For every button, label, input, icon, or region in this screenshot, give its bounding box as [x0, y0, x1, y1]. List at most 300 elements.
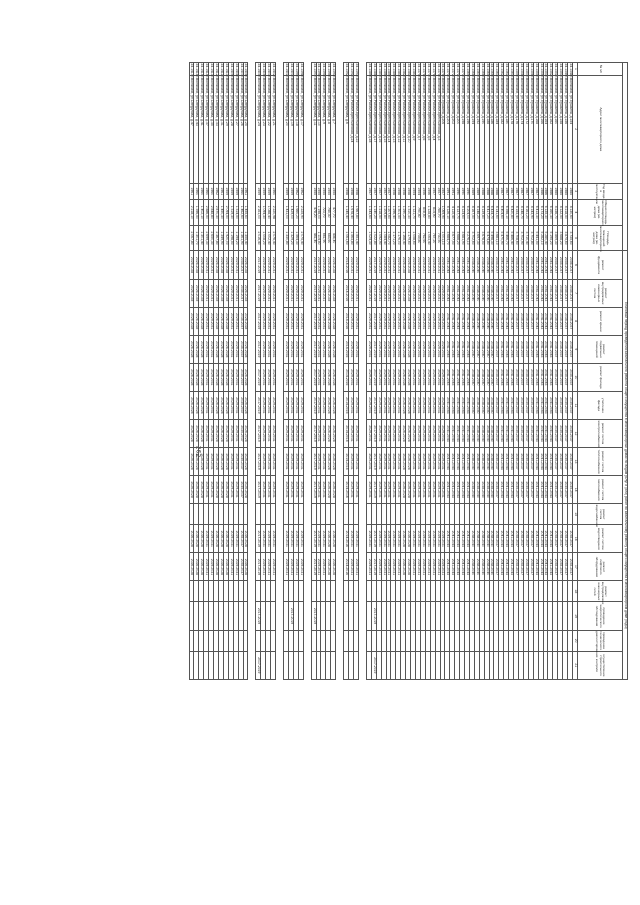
table-cell: 2035-2037 [494, 279, 499, 307]
table-cell: 2026-2028 [406, 307, 411, 335]
table-cell: 2041-2043 [504, 251, 509, 279]
table-cell [543, 504, 548, 525]
table-cell: 2038-2040 [469, 307, 474, 335]
table-cell: 2029-2031 [293, 279, 298, 307]
table-cell: 2035-2037 [514, 525, 519, 553]
table-row [548, 63, 553, 680]
row-number-cell: 34.1394 [327, 63, 332, 76]
table-cell [316, 581, 321, 602]
address-cell: г.Волжский, ул.Свердлова, д.23 [261, 75, 266, 183]
table-cell: 2014-2016 [344, 279, 349, 307]
address-cell: г.Волжский, ул.Пушкина, д.178 [509, 75, 514, 183]
table-cell: 2035-2037 [519, 476, 524, 504]
table-cell [219, 602, 224, 630]
table-cell: 1959 [284, 183, 289, 199]
table-cell: 2029-2031 [298, 553, 303, 581]
table-cell: 2029-2031 [261, 448, 266, 476]
table-cell: 1957 [440, 183, 445, 199]
table-cell: 1958 [406, 183, 411, 199]
table-cell: 2029-2031 [298, 335, 303, 363]
table-cell: 2041-2043 [460, 448, 465, 476]
table-cell: 2029-2031 [266, 363, 271, 391]
table-cell: 1986 [538, 183, 543, 199]
table-cell: 2026-2028 [243, 448, 248, 476]
table-cell [425, 602, 430, 630]
table-cell: 2029-2031 [386, 251, 391, 279]
table-cell [238, 504, 243, 525]
table-cell: 2026-2028 [219, 251, 224, 279]
table-cell: 2029-2031 [420, 419, 425, 447]
table-cell: 2029-2031 [425, 251, 430, 279]
table-cell: 2029-2031 [349, 419, 354, 447]
table-cell: 3 708,60 [514, 225, 519, 251]
table-cell: 2017-2019 [371, 448, 376, 476]
table-cell: 1 179,60 [406, 225, 411, 251]
table-cell: 2029-2031 [288, 335, 293, 363]
table-cell [189, 504, 194, 525]
table-cell: 2029-2031 [354, 335, 359, 363]
table-cell: 3 875,60 [563, 225, 568, 251]
table-cell: 2029-2031 [420, 448, 425, 476]
table-cell [411, 651, 416, 679]
table-row [298, 63, 303, 680]
table-cell: 2041-2043 [548, 307, 553, 335]
address-cell: г.Волжский, ул.Свердлова, д.7 [331, 75, 336, 183]
address-cell: г.Волжский, ул.Пушкина, д.180 [504, 75, 509, 183]
table-cell: 2038-2040 [469, 553, 474, 581]
table-cell: 2029-2031 [440, 448, 445, 476]
table-cell: 436,40 [331, 225, 336, 251]
table-cell: 1959 [228, 183, 233, 199]
table-cell: 2026-2028 [214, 307, 219, 335]
table-cell [543, 602, 548, 630]
table-cell: 2029-2031 [209, 391, 214, 419]
table-row [238, 63, 243, 680]
table-cell [523, 651, 528, 679]
table-cell: 2029-2031 [381, 448, 386, 476]
table-cell [479, 504, 484, 525]
address-cell: г.Волжский, ул.Рабоче-Крестьянская, д.9 [411, 75, 416, 183]
table-cell: 3 697,30 [474, 225, 479, 251]
table-cell: 2041-2043 [445, 419, 450, 447]
table-cell: 2026-2028 [326, 476, 331, 504]
table-cell: 2029-2031 [228, 307, 233, 335]
table-cell [391, 504, 396, 525]
table-cell [440, 630, 445, 651]
table-cell: 2029-2031 [271, 476, 276, 504]
table-cell: 1 310,30 [406, 199, 411, 225]
table-cell: 1 198,50 [228, 225, 233, 251]
table-cell: 2038-2040 [479, 448, 484, 476]
table-cell: 2038-2040 [489, 335, 494, 363]
table-cell: 2035-2037 [528, 448, 533, 476]
table-cell [563, 581, 568, 602]
table-cell: 2014-2016 [344, 251, 349, 279]
table-cell: 1955 [326, 183, 331, 199]
table-cell: 2035-2037 [519, 419, 524, 447]
table-cell: 2029-2031 [420, 335, 425, 363]
table-cell [331, 651, 336, 679]
table-cell: 1957 [381, 183, 386, 199]
table-cell: 2029-2031 [261, 251, 266, 279]
table-cell: 1959 [223, 183, 228, 199]
table-row [479, 63, 484, 680]
table-cell [553, 651, 558, 679]
table-cell: 2026-2028 [194, 419, 199, 447]
table-cell: 2029-2031 [261, 391, 266, 419]
table-cell: 2029-2031 [266, 307, 271, 335]
table-cell: 2029-2031 [284, 251, 289, 279]
table-cell: 2029-2031 [366, 279, 371, 307]
table-cell: 2029-2031 [321, 553, 326, 581]
table-cell: 2038-2040 [479, 391, 484, 419]
table-cell [411, 630, 416, 651]
table-cell [194, 630, 199, 651]
table-cell: 2029-2031 [366, 391, 371, 419]
table-cell: 2017-2019 [256, 363, 261, 391]
table-cell: 2029-2031 [420, 363, 425, 391]
table-cell [256, 630, 261, 651]
table-cell [288, 651, 293, 679]
table-cell [194, 581, 199, 602]
table-row [533, 63, 538, 680]
table-cell: 2029-2031 [391, 251, 396, 279]
table-cell: 2041-2043 [543, 363, 548, 391]
table-cell [455, 504, 460, 525]
table-cell: 2029-2031 [354, 525, 359, 553]
table-cell: 2017-2019 [371, 279, 376, 307]
table-cell: 4 153,40 [514, 199, 519, 225]
table-cell [194, 651, 199, 679]
table-cell [266, 504, 271, 525]
row-number-cell: 34.1349 [564, 63, 569, 76]
table-cell [445, 651, 450, 679]
table-cell: 723,70 [321, 199, 326, 225]
table-cell: 2026-2028 [243, 391, 248, 419]
table-cell: 2017-2019 [311, 307, 316, 335]
table-cell [543, 651, 548, 679]
table-cell: 1960 [204, 183, 209, 199]
table-cell [219, 581, 224, 602]
table-cell [381, 630, 386, 651]
table-cell: 2041-2043 [499, 307, 504, 335]
table-cell [284, 581, 289, 602]
table-cell: 2029-2031 [293, 363, 298, 391]
address-cell: г.Волжский, ул.Свердлова, д.37 [204, 75, 209, 183]
table-cell: 2026-2028 [406, 448, 411, 476]
address-cell: г.Волжский, ул.Свердлова, д.35 [209, 75, 214, 183]
row-number-cell: 34.1386 [382, 63, 387, 76]
table-cell: 2 870,30 [214, 199, 219, 225]
table-cell: 2017-2019 [371, 476, 376, 504]
table-cell: 6 420,80 [509, 199, 514, 225]
table-cell [214, 504, 219, 525]
table-cell [499, 581, 504, 602]
table-cell [494, 630, 499, 651]
table-row [381, 63, 386, 680]
row-number-cell: 34.1357 [524, 63, 529, 76]
table-cell: 2041-2043 [548, 476, 553, 504]
table-cell [538, 504, 543, 525]
table-cell: 2026-2028 [194, 307, 199, 335]
table-cell: 762,60 [420, 225, 425, 251]
table-cell [563, 651, 568, 679]
table-cell: 2 067,80 [189, 225, 194, 251]
table-cell: 2017-2019 [371, 391, 376, 419]
table-cell: 2026-2028 [219, 335, 224, 363]
table-cell: 2035-2037 [514, 448, 519, 476]
table-cell: 1 145,40 [344, 199, 349, 225]
table-cell: 2035-2037 [523, 363, 528, 391]
table-cell: 2029-2031 [425, 307, 430, 335]
table-cell: 2041-2043 [504, 419, 509, 447]
table-cell: 3 735,60 [568, 225, 573, 251]
table-row [194, 63, 199, 680]
table-cell [489, 630, 494, 651]
table-cell: 2026-2028 [331, 307, 336, 335]
table-cell: 2041-2043 [548, 335, 553, 363]
table-cell [514, 581, 519, 602]
address-cell: г.Волжский, ул.Пушкина, д.172 [523, 75, 528, 183]
table-cell: 2041-2043 [465, 335, 470, 363]
table-cell [543, 581, 548, 602]
table-cell: 2026-2028 [406, 279, 411, 307]
table-cell: 2017-2019 [256, 279, 261, 307]
table-cell [425, 651, 430, 679]
table-cell [460, 581, 465, 602]
address-cell: г.Волжский, ул.Пушкина, д.198 [460, 75, 465, 183]
table-cell [189, 581, 194, 602]
table-cell: 2029-2031 [396, 419, 401, 447]
table-cell: 2026-2028 [223, 391, 228, 419]
table-cell: 2041-2043 [499, 391, 504, 419]
table-cell: 2029-2031 [381, 335, 386, 363]
address-cell: г.Волжский, ул.Свердлова, д.17 [298, 75, 303, 183]
table-cell: 814,90 [430, 199, 435, 225]
table-cell: 2029-2031 [411, 335, 416, 363]
table-cell: 2029-2031 [420, 251, 425, 279]
table-cell: 2017-2019 [311, 476, 316, 504]
table-cell: 2041-2043 [509, 553, 514, 581]
column-header: ремонт внутридомовых инженерных сетей [578, 581, 623, 602]
table-cell: 2035-2037 [553, 251, 558, 279]
table-cell: 2041-2043 [509, 476, 514, 504]
table-cell: 2029-2031 [284, 391, 289, 419]
repair-schedule-table-container [190, 62, 628, 680]
table-cell: 2038-2040 [474, 476, 479, 504]
table-cell: 2029-2031 [233, 279, 238, 307]
table-cell [504, 581, 509, 602]
table-cell: 2029-2031 [293, 419, 298, 447]
table-row [366, 63, 371, 680]
table-cell [528, 630, 533, 651]
table-cell: 6 135,30 [543, 199, 548, 225]
table-cell [425, 504, 430, 525]
table-cell: 2026-2028 [326, 391, 331, 419]
table-cell [484, 630, 489, 651]
table-cell: 2041-2043 [499, 525, 504, 553]
address-cell: г.Волжский, ул.Рабоче-Крестьянская, д.6 [420, 75, 425, 183]
table-cell [293, 630, 298, 651]
table-cell: 1 207,60 [386, 199, 391, 225]
table-cell: 1 143,60 [366, 199, 371, 225]
table-cell: 1 063,40 [425, 225, 430, 251]
table-cell [354, 581, 359, 602]
table-cell: 2029-2031 [316, 335, 321, 363]
table-cell: 2038-2040 [469, 419, 474, 447]
table-cell: 2029-2031 [391, 419, 396, 447]
table-cell: 2035-2037 [523, 279, 528, 307]
table-cell [316, 630, 321, 651]
table-cell: 2035-2037 [238, 419, 243, 447]
table-cell: 1961 [219, 183, 224, 199]
column-number: 11 [573, 391, 578, 419]
table-cell: 2029-2031 [293, 251, 298, 279]
table-cell: 2029-2031 [391, 335, 396, 363]
table-cell: 1 094,30 [261, 199, 266, 225]
table-cell: 4 161,20 [523, 199, 528, 225]
table-cell: 2035-2037 [514, 476, 519, 504]
table-cell: 2029-2031 [209, 525, 214, 553]
table-cell [563, 602, 568, 630]
table-cell [396, 504, 401, 525]
table-cell: 2014-2016 [344, 553, 349, 581]
row-number-cell: 34.1402 [272, 63, 277, 76]
table-cell [199, 651, 204, 679]
table-cell [435, 651, 440, 679]
table-cell: 2029-2031 [266, 251, 271, 279]
table-cell: 2041-2043 [538, 525, 543, 553]
table-cell: 2035-2037 [553, 363, 558, 391]
table-cell: 2041-2043 [499, 553, 504, 581]
table-cell: 2035-2037 [553, 335, 558, 363]
table-cell: 2029-2031 [435, 335, 440, 363]
table-cell: 441,40 [311, 225, 316, 251]
table-cell [469, 581, 474, 602]
column-number: 13 [573, 448, 578, 476]
column-header: ремонт фундамента [578, 251, 623, 279]
table-cell: 2029-2031 [233, 448, 238, 476]
table-cell: 2029-2031 [396, 448, 401, 476]
table-cell: 2029-2031 [435, 363, 440, 391]
address-cell: г.Волжский, ул.Пушкина, д.186 [489, 75, 494, 183]
table-cell [553, 581, 558, 602]
table-cell: 2029-2031 [366, 525, 371, 553]
table-cell [548, 581, 553, 602]
table-cell: 2026-2028 [199, 335, 204, 363]
table-cell [219, 504, 224, 525]
table-cell: 2014-2016 [344, 391, 349, 419]
table-cell: 2026-2028 [331, 335, 336, 363]
table-cell: 2041-2043 [509, 525, 514, 553]
table-cell: 2035-2037 [528, 391, 533, 419]
table-cell: 2029-2031 [209, 279, 214, 307]
table-cell: 2029-2031 [416, 448, 421, 476]
table-cell: 2041-2043 [533, 476, 538, 504]
row-number-cell: 34.1379 [416, 63, 421, 76]
table-cell: 1961 [189, 183, 194, 199]
table-cell [284, 504, 289, 525]
table-cell: 2035-2037 [519, 448, 524, 476]
table-cell [326, 581, 331, 602]
table-cell: 1956 [420, 183, 425, 199]
table-cell: 2041-2043 [499, 251, 504, 279]
address-cell: г.Волжский, ул.Пушкина, д.188 [484, 75, 489, 183]
row-number-cell: 34.1351 [554, 63, 559, 76]
table-cell: 2017-2019 [371, 651, 376, 679]
table-cell [519, 630, 524, 651]
table-cell: 2029-2031 [261, 363, 266, 391]
table-cell: 2026-2028 [199, 307, 204, 335]
table-cell: 2026-2028 [406, 553, 411, 581]
table-cell: 2035-2037 [523, 335, 528, 363]
table-cell: 2041-2043 [445, 363, 450, 391]
table-cell: 2035-2037 [568, 279, 573, 307]
table-cell: 2017-2019 [288, 602, 293, 630]
table-cell [261, 602, 266, 630]
header-blank [623, 63, 628, 251]
table-cell: 2029-2031 [425, 335, 430, 363]
table-cell [238, 581, 243, 602]
table-cell: 1957 [376, 183, 381, 199]
row-number-cell: 34.1399 [294, 63, 299, 76]
address-cell: г.Волжский, ул.Пушкина, д.158 [558, 75, 563, 183]
table-cell: 2029-2031 [204, 363, 209, 391]
table-cell [548, 504, 553, 525]
table-cell [499, 630, 504, 651]
table-cell [238, 602, 243, 630]
address-cell: г.Волжский, ул.Свердлова, д.20 [284, 75, 289, 183]
table-cell: 2041-2043 [499, 363, 504, 391]
table-cell: 1 088,40 [266, 199, 271, 225]
table-cell: 2017-2019 [256, 307, 261, 335]
table-cell [243, 581, 248, 602]
table-cell: 2035-2037 [519, 553, 524, 581]
table-cell [233, 602, 238, 630]
table-cell: 1958 [401, 183, 406, 199]
table-cell [223, 651, 228, 679]
table-cell: 3 677,50 [450, 225, 455, 251]
table-cell: 2029-2031 [261, 419, 266, 447]
table-cell [298, 602, 303, 630]
column-header: № п/п [578, 63, 623, 76]
table-cell: 2029-2031 [228, 448, 233, 476]
table-cell: 2029-2031 [261, 476, 266, 504]
table-cell: 2041-2043 [455, 279, 460, 307]
table-cell: 2029-2031 [435, 251, 440, 279]
table-cell: 2035-2037 [238, 307, 243, 335]
table-cell: 2041-2043 [465, 419, 470, 447]
address-cell: г.Волжский, ул.Пушкина, д.202 [450, 75, 455, 183]
table-cell: 2029-2031 [298, 279, 303, 307]
table-cell: 2041-2043 [460, 553, 465, 581]
table-cell: 2035-2037 [238, 391, 243, 419]
table-cell: 2026-2028 [214, 363, 219, 391]
table-cell [514, 504, 519, 525]
table-cell: 2041-2043 [538, 251, 543, 279]
table-cell: 2017-2019 [311, 363, 316, 391]
table-cell: 2041-2043 [465, 448, 470, 476]
table-cell: 1985 [568, 183, 573, 199]
row-number-cell: 34.1377 [426, 63, 431, 76]
table-cell: 2026-2028 [189, 525, 194, 553]
table-cell [445, 581, 450, 602]
table-cell: 2029-2031 [271, 251, 276, 279]
column-header: ремонт систем теплоснабжения [578, 448, 623, 476]
table-cell: 2029-2031 [354, 279, 359, 307]
table-cell: 2029-2031 [381, 553, 386, 581]
table-cell: 2026-2028 [406, 335, 411, 363]
